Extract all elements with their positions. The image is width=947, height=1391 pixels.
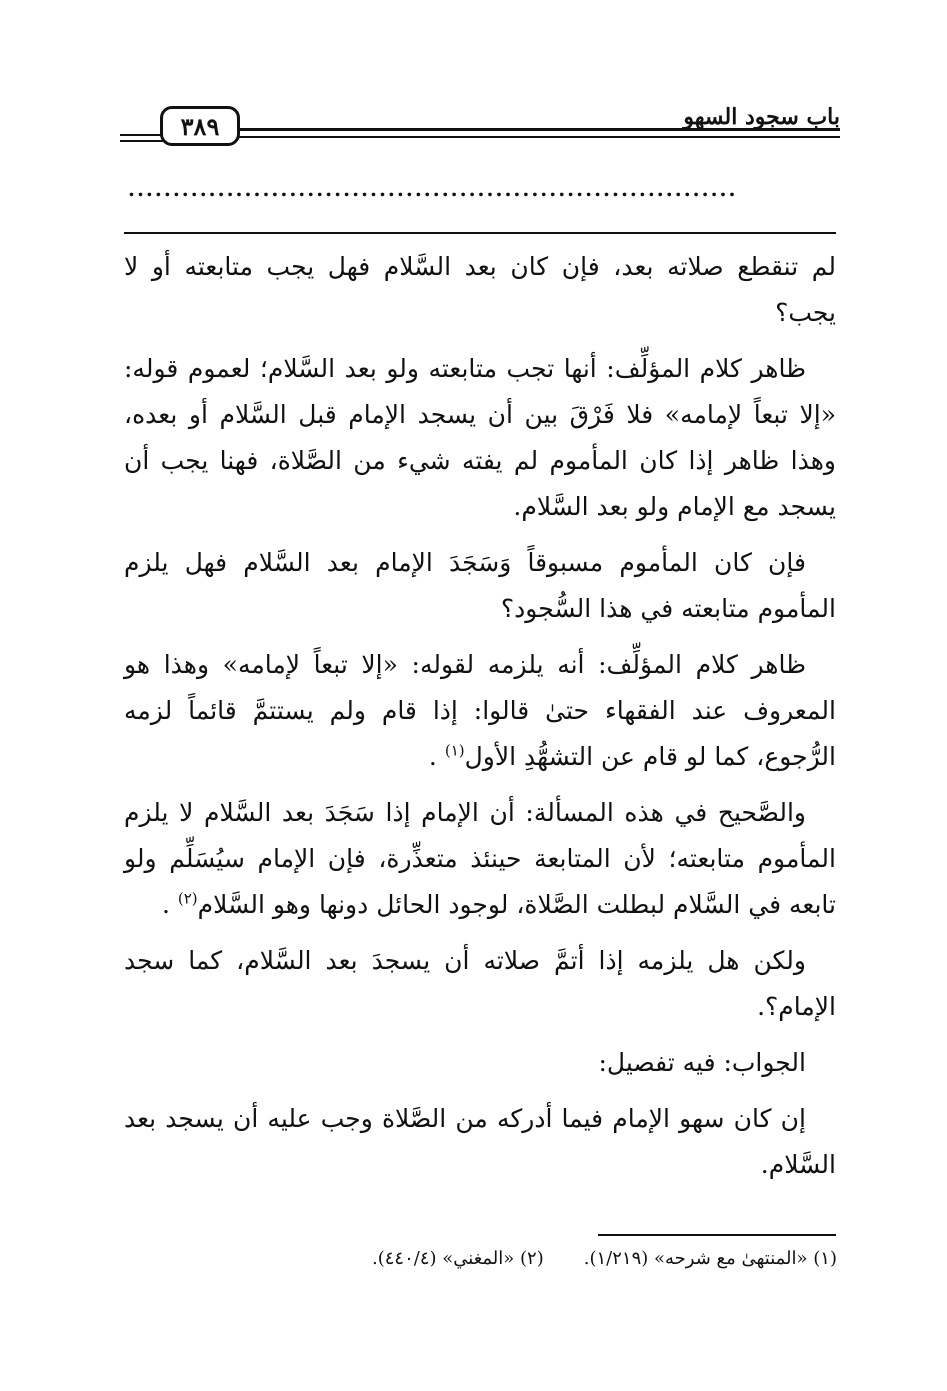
- end-mark: .: [161, 890, 170, 919]
- footnote-rule: [598, 1234, 836, 1236]
- paragraph: إن كان سهو الإمام فيما أدركه من الصَّلاة وجب عليه أن يسجد بعد السَّلام.: [124, 1104, 836, 1179]
- paragraph: ظاهر كلام المؤلِّف: أنها تجب متابعته ولو بعد السَّلام؛ لعموم قوله: «إلا تبعاً لإمامه» فلا فَرْقَ بين أن يسجد الإمام قبل السَّلام أو بعده، وهذا ظاهر إذا كان المأموم لم يفته شيء من الصَّلاة، فهنا يجب أن يسجد مع الإمام ولو بعد السَّلام.: [124, 354, 836, 521]
- header-rule-right-2: [236, 136, 840, 138]
- page-number: ٣٨٩: [160, 106, 240, 146]
- paragraph: فإن كان المأموم مسبوقاً وَسَجَدَ الإمام بعد السَّلام فهل يلزم المأموم متابعته في هذا السُّجود؟: [124, 548, 836, 623]
- chapter-title: باب سجود السهو: [683, 104, 840, 130]
- footnote: [372, 1248, 544, 1269]
- footnotes: [117, 1248, 837, 1269]
- footnote-number: (١): [813, 1248, 837, 1269]
- paragraph: [124, 790, 836, 928]
- footnote-ref: (٢): [177, 889, 198, 908]
- footnote-ref: (١): [444, 741, 465, 760]
- end-mark: .: [428, 742, 437, 771]
- page-header: [120, 96, 840, 156]
- paragraph: ولكن هل يلزمه إذا أتمَّ صلاته أن يسجدَ بعد السَّلام، كما سجد الإمام؟.: [124, 946, 836, 1021]
- separator-dots: ....................................................................: [128, 178, 738, 200]
- paragraph-text: ظاهر كلام المؤلِّف: أنه يلزمه لقوله: «إلا تبعاً لإمامه» وهذا هو المعروف عند الفقهاء حتىٰ قالوا: إذا قام ولم يستتمَّ قائماً لزمه الرُّجوع، كما لو قام عن التشهُّدِ الأول: [124, 650, 836, 771]
- paragraph-text: والصَّحيح في هذه المسألة: أن الإمام إذا سَجَدَ بعد السَّلام لا يلزم المأموم متابعته؛ لأن المتابعة حينئذ متعذِّرة، فإن الإمام سيُسَلِّم ولو تابعه في السَّلام لبطلت الصَّلاة، لوجود الحائل دونها وهو السَّلام: [124, 798, 836, 919]
- footnote-text: «المنتهىٰ مع شرحه» (١/٢١٩).: [583, 1248, 808, 1269]
- body-text: [124, 244, 836, 1198]
- top-rule: [124, 232, 836, 234]
- paragraph: [124, 642, 836, 780]
- footnote-number: (٢): [520, 1248, 544, 1269]
- paragraph: لم تنقطع صلاته بعد، فإن كان بعد السَّلام فهل يجب متابعته أو لا يجب؟: [124, 252, 836, 327]
- paragraph: الجواب: فيه تفصيل:: [598, 1048, 806, 1077]
- footnote: [584, 1248, 837, 1269]
- footnote-text: «المغني» (٤٤٠/٤).: [372, 1248, 515, 1269]
